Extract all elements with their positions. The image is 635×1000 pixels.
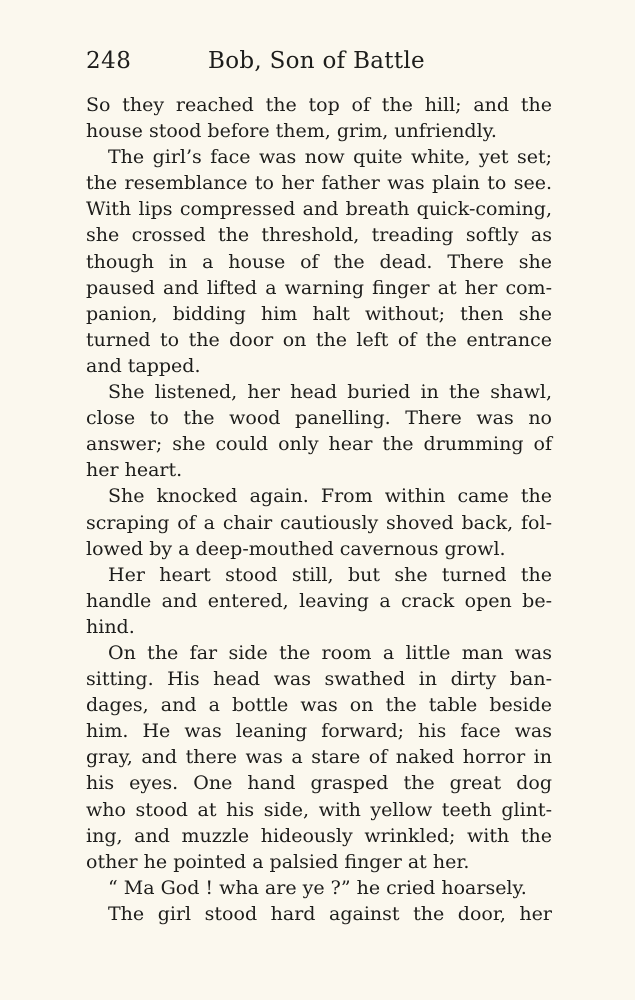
text-line: She knocked again. From within came the xyxy=(108,485,552,508)
text-line: his eyes. One hand grasped the great dog xyxy=(86,772,552,795)
page-number: 248 xyxy=(86,48,132,74)
text-line: panion, bidding him halt without; then she xyxy=(86,302,552,325)
text-line: scraping of a chair cautiously shoved back, fol- xyxy=(86,511,552,534)
text-line: dages, and a bottle was on the table beside xyxy=(86,694,552,717)
text-line: lowed by a deep-mouthed cavernous growl. xyxy=(86,537,506,560)
text-line: she crossed the threshold, treading softly as xyxy=(86,224,552,247)
text-line: who stood at his side, with yellow teeth glint- xyxy=(86,798,552,821)
text-line: The girl stood hard against the door, her xyxy=(108,902,552,925)
body-text xyxy=(86,92,552,927)
text-line: her heart. xyxy=(86,459,183,482)
text-line: answer; she could only hear the drumming of xyxy=(86,433,552,456)
text-line: other he pointed a palsied finger at her. xyxy=(86,850,470,873)
text-line: handle and entered, leaving a crack open be- xyxy=(86,589,552,612)
text-line: house stood before them, grim, unfriendly. xyxy=(86,120,497,143)
text-line: With lips compressed and breath quick-coming, xyxy=(86,198,552,221)
text-line: paused and lifted a warning finger at her com- xyxy=(86,276,552,299)
text-line: gray, and there was a stare of naked horror in xyxy=(86,746,552,769)
text-line: ing, and muzzle hideously wrinkled; with the xyxy=(86,824,552,847)
text-line: close to the wood panelling. There was no xyxy=(86,407,552,430)
text-line: him. He was leaning forward; his face was xyxy=(86,720,552,743)
text-line: On the far side the room a little man was xyxy=(108,641,552,664)
running-head xyxy=(86,44,552,78)
text-line: and tapped. xyxy=(86,354,201,377)
text-line: So they reached the top of the hill; and the xyxy=(86,94,552,116)
running-title: Bob, Son of Battle xyxy=(208,48,425,74)
text-line: turned to the door on the left of the entrance xyxy=(86,328,552,351)
text-line: the resemblance to her father was plain to see. xyxy=(86,172,552,195)
text-line: sitting. His head was swathed in dirty ban- xyxy=(86,668,552,691)
text-line: She listened, her head buried in the shawl, xyxy=(108,381,552,404)
text-line: The girl’s face was now quite white, yet set; xyxy=(108,146,552,169)
text-line: hind. xyxy=(86,615,135,638)
text-line: Her heart stood still, but she turned the xyxy=(108,563,552,586)
text-line: though in a house of the dead. There she xyxy=(86,250,552,273)
text-line: “ Ma God ! wha are ye ?” he cried hoarsely. xyxy=(108,876,527,899)
